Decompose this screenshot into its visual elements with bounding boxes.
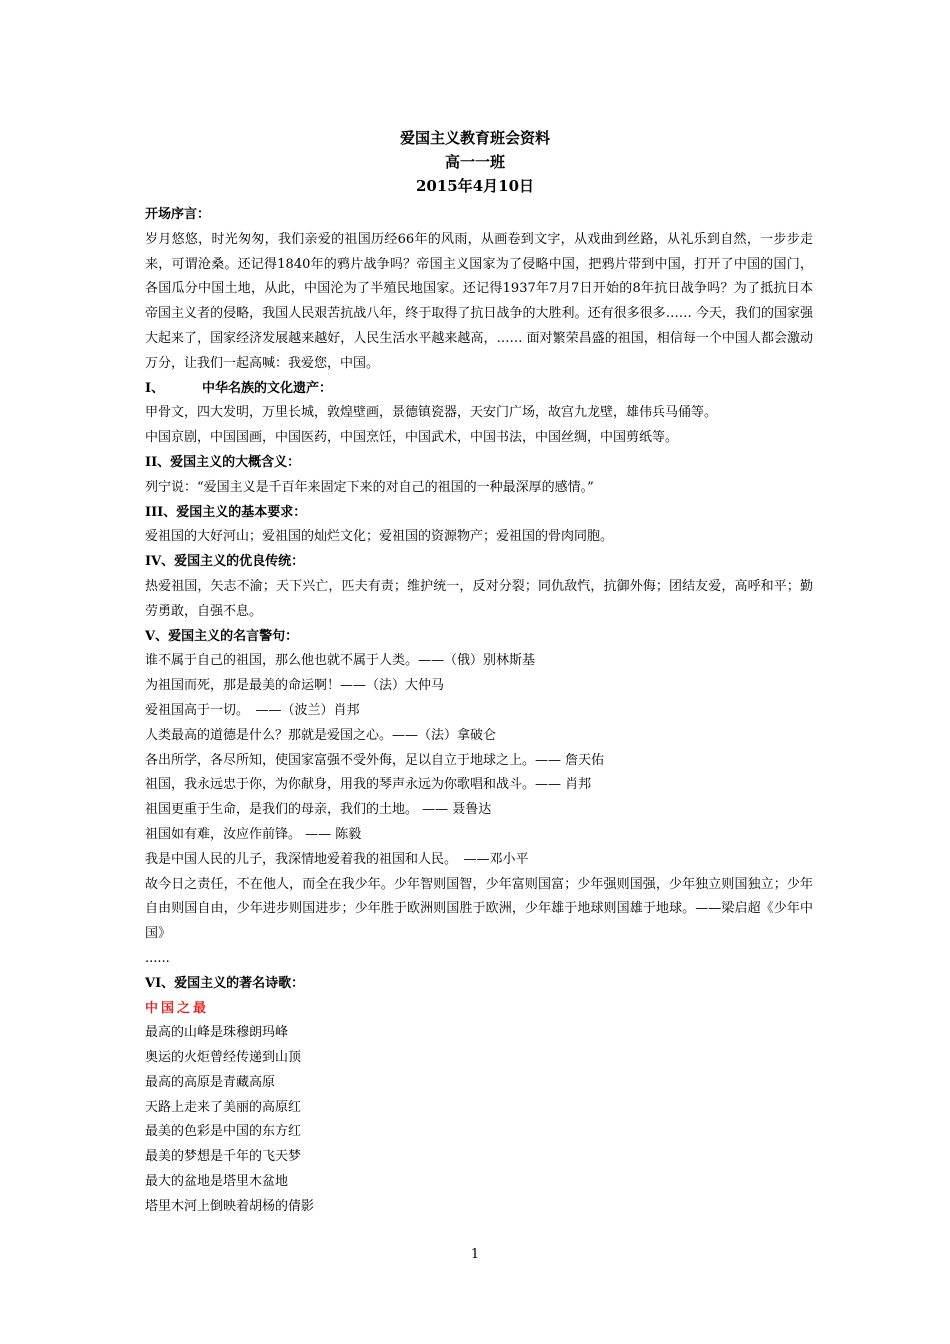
- poem-line: 最大的盆地是塔里木盆地: [145, 1174, 289, 1190]
- section-heading: IV、爱国主义的优良传统：: [145, 554, 305, 570]
- quote-line: 人类最高的道德是什么？那就是爱国之心。——（法）拿破仑: [145, 727, 497, 743]
- section-number: I、: [145, 380, 165, 396]
- section-title: 中华名族的文化遗产：: [202, 380, 333, 396]
- text-paragraph: 热爱祖国，矢志不渝；天下兴亡，匹夫有责；维护统一，反对分裂；同仇敌忾，抗御外侮；团结友爱，高呼和平；勤劳勇敢，自强不息。: [145, 578, 813, 619]
- document-title: 爱国主义教育班会资料: [399, 129, 550, 147]
- section-heading: II、爱国主义的大概含义：: [145, 454, 301, 470]
- poem-line: 最高的山峰是珠穆朗玛峰: [145, 1025, 289, 1041]
- quote-line: 我是中国人民的儿子，我深情地爱着我的祖国和人民。 ——邓小平: [145, 851, 529, 867]
- poem-line: 塔里木河上倒映着胡杨的倩影: [145, 1198, 315, 1214]
- document-date: 2015年4月10日: [415, 177, 535, 195]
- class-name: 高一一班: [444, 153, 505, 171]
- quote-line: 各出所学，各尽所知，使国家富强不受外侮，足以自立于地球之上。—— 詹天佑: [145, 752, 605, 768]
- poem-line: 奥运的火炬曾经传递到山顶: [145, 1050, 302, 1066]
- quote-line: 祖国更重于生命，是我们的母亲，我们的土地。 —— 聂鲁达: [145, 802, 492, 818]
- quote-line: 爱祖国高于一切。 ——（波兰）肖邦: [145, 702, 360, 718]
- section-heading: VI、爱国主义的著名诗歌：: [145, 975, 305, 991]
- text-line: 爱祖国的大好河山；爱祖国的灿烂文化；爱祖国的资源物产；爱祖国的骨肉同胞。: [145, 529, 614, 545]
- text-line: 甲骨文，四大发明，万里长城，敦煌壁画，景德镇瓷器，天安门广场，故宫九龙壁，雄伟兵马俑等。: [145, 405, 718, 421]
- section-heading: V、爱国主义的名言警句：: [145, 628, 299, 644]
- ellipsis: ......: [145, 950, 170, 966]
- page-number: 1: [470, 1247, 480, 1262]
- document-body: [145, 203, 813, 1220]
- section-heading: III、爱国主义的基本要求：: [145, 504, 307, 520]
- poem-line: 最美的梦想是千年的飞天梦: [145, 1149, 302, 1165]
- text-line: 中国京剧，中国国画，中国医药，中国烹饪，中国武术，中国书法，中国丝绸，中国剪纸等。: [145, 430, 679, 446]
- quote-paragraph: 故今日之责任，不在他人，而全在我少年。少年智则国智，少年富则国富；少年强则国强，少年独立则国独立；少年自由则国自由，少年进步则国进步；少年胜于欧洲则国胜于欧洲，少年雄于地球则国雄于地球。——梁启超《少年中国》: [145, 876, 813, 942]
- intro-paragraph: 岁月悠悠，时光匆匆，我们亲爱的祖国历经66年的风雨，从画卷到文字，从戏曲到丝路，从礼乐到自然，一步步走来，可谓沧桑。还记得1840年的鸦片战争吗？帝国主义国家为了侵略中国，把鸦片带到中国，打开了中国的国门，各国瓜分中国土地，从此，中国沦为了半殖民地国家。还记得1937年7月7日开始的8年抗日战争吗？为了抵抗日本帝国主义者的侵略，我国人民艰苦抗战八年，终于取得了抗日战争的大胜利。还有很多很多…… 今天，我们的国家强大起来了，国家经济发展越来越好，人民生活水平越来越高，…… 面对繁荣昌盛的祖国，相信每一个中国人都会激动万分，让我们一起高喊：我爱您，中国。: [145, 231, 813, 371]
- text-line: 列宁说：“爱国主义是千百年来固定下来的对自己的祖国的一种最深厚的感情。”: [145, 479, 594, 495]
- poem-title: 中国之最: [145, 1000, 210, 1016]
- poem-line: 天路上走来了美丽的高原红: [145, 1099, 302, 1115]
- document-header: [0, 126, 950, 198]
- poem-line: 最高的高原是青藏高原: [145, 1074, 276, 1090]
- quote-line: 为祖国而死，那是最美的命运啊！——（法）大仲马: [145, 678, 445, 694]
- poem-line: 最美的色彩是中国的东方红: [145, 1124, 302, 1140]
- quote-line: 祖国，我永远忠于你，为你献身，用我的琴声永远为你歌唱和战斗。—— 肖邦: [145, 777, 592, 793]
- section-heading: [145, 377, 813, 402]
- intro-heading: 开场序言：: [145, 207, 211, 222]
- quote-line: 谁不属于自己的祖国，那么他也就不属于人类。——（俄）别林斯基: [145, 653, 536, 669]
- quote-line: 祖国如有难，汝应作前锋。 —— 陈毅: [145, 826, 362, 842]
